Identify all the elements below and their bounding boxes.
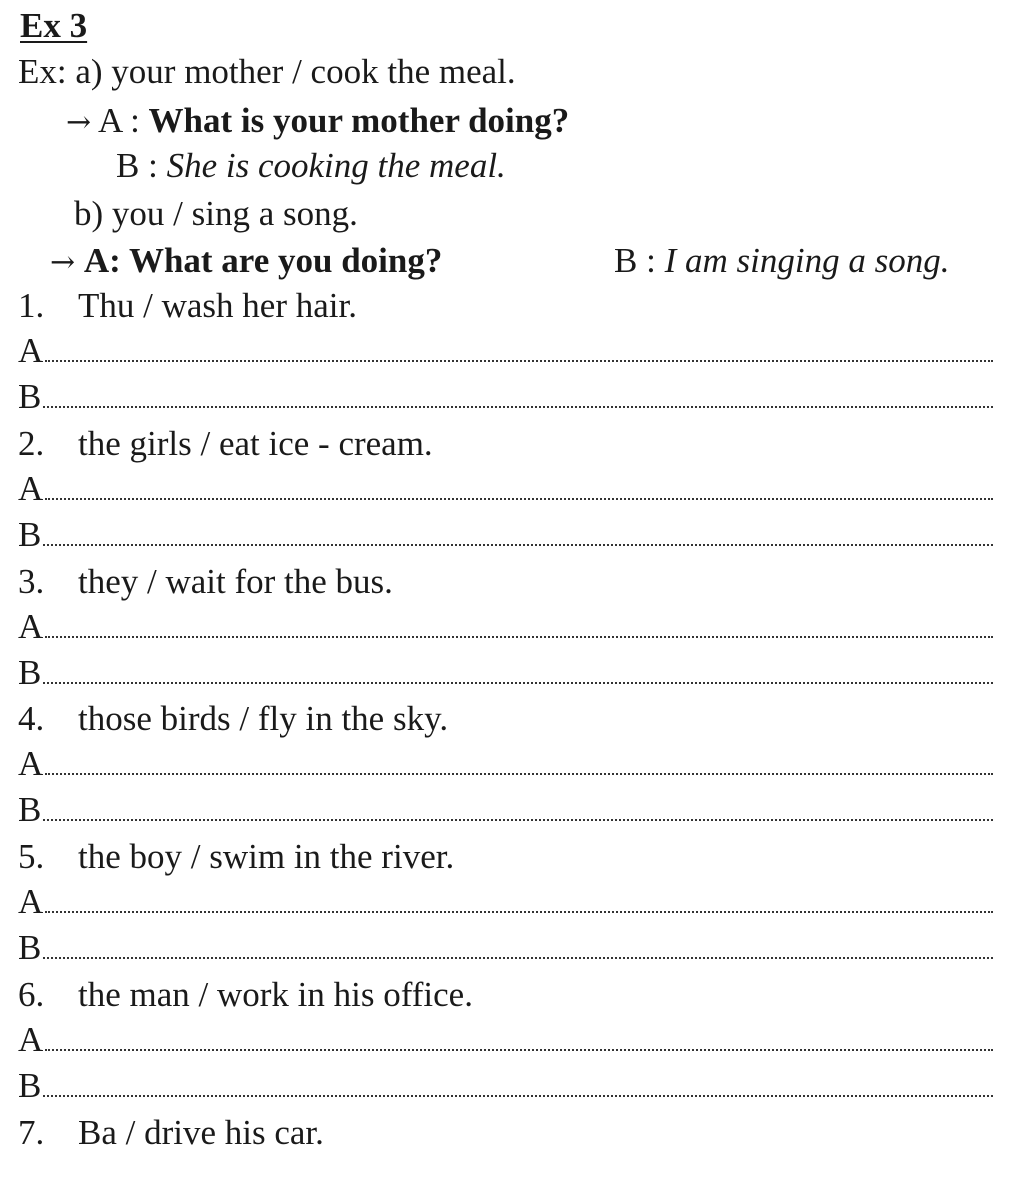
item-number: 2. (18, 424, 45, 463)
item-prompt: the man / work in his office. (78, 975, 473, 1014)
answer-line-5a[interactable] (18, 881, 993, 921)
answer-line-6a[interactable] (18, 1019, 993, 1059)
exercise-item-2 (18, 426, 433, 461)
answer-line-1a[interactable] (18, 330, 993, 370)
item-number: 3. (18, 562, 45, 601)
example-a-b-label: B : (116, 146, 158, 185)
arrow-right-icon: → (50, 245, 76, 280)
arrow-right-icon: → (66, 105, 92, 140)
answer-label-b: B (18, 653, 42, 692)
answer-line-2b[interactable] (18, 514, 993, 554)
answer-label-a: A (18, 469, 44, 508)
answer-label-b: B (18, 928, 42, 967)
dotted-line (45, 498, 993, 500)
example-b-question (50, 243, 442, 278)
dotted-line (43, 957, 993, 959)
item-prompt: the girls / eat ice - cream. (78, 424, 433, 463)
dotted-line (45, 773, 993, 775)
item-prompt: Ba / drive his car. (78, 1113, 324, 1152)
exercise-item-1 (18, 288, 357, 323)
answer-line-5b[interactable] (18, 927, 993, 967)
answer-label-a: A (18, 1020, 44, 1059)
example-b-b-label: B : (614, 241, 656, 280)
item-prompt: those birds / fly in the sky. (78, 699, 449, 738)
example-a-answer-text: She is cooking the meal. (166, 146, 506, 185)
dotted-line (43, 544, 993, 546)
dotted-line (45, 360, 993, 362)
item-number: 7. (18, 1113, 45, 1152)
answer-label-b: B (18, 515, 42, 554)
dotted-line (43, 1095, 993, 1097)
dotted-line (45, 1049, 993, 1051)
answer-line-3b[interactable] (18, 652, 993, 692)
answer-line-4a[interactable] (18, 743, 993, 783)
answer-label-a: A (18, 607, 44, 646)
answer-line-3a[interactable] (18, 606, 993, 646)
answer-line-4b[interactable] (18, 789, 993, 829)
example-b-answer (614, 243, 949, 278)
answer-label-b: B (18, 1066, 42, 1105)
answer-line-6b[interactable] (18, 1065, 993, 1105)
example-a-question-text: What is your mother doing? (148, 101, 570, 140)
item-prompt: they / wait for the bus. (78, 562, 393, 601)
answer-line-1b[interactable] (18, 376, 993, 416)
exercise-item-6 (18, 977, 473, 1012)
dotted-line (45, 636, 993, 638)
answer-label-a: A (18, 882, 44, 921)
example-a-question (66, 103, 569, 138)
dotted-line (45, 911, 993, 913)
item-number: 4. (18, 699, 45, 738)
answer-label-a: A (18, 744, 44, 783)
example-b-question-text: A: What are you doing? (83, 241, 443, 280)
dotted-line (43, 819, 993, 821)
answer-label-a: A (18, 331, 44, 370)
dotted-line (43, 682, 993, 684)
item-prompt: Thu / wash her hair. (78, 286, 357, 325)
example-a-label: A : (97, 101, 140, 140)
answer-label-b: B (18, 377, 42, 416)
dotted-line (43, 406, 993, 408)
item-number: 6. (18, 975, 45, 1014)
answer-label-b: B (18, 790, 42, 829)
item-number: 5. (18, 837, 45, 876)
item-prompt: the boy / swim in the river. (78, 837, 455, 876)
example-b-prompt: b) you / sing a song. (74, 194, 358, 233)
exercise-title: Ex 3 (20, 6, 88, 45)
exercise-item-3 (18, 564, 393, 599)
exercise-item-7 (18, 1115, 324, 1150)
example-a-prompt: Ex: a) your mother / cook the meal. (18, 52, 516, 91)
item-number: 1. (18, 286, 45, 325)
example-a-answer (116, 148, 506, 183)
example-b-answer-text: I am singing a song. (664, 241, 950, 280)
exercise-item-5 (18, 839, 454, 874)
answer-line-2a[interactable] (18, 468, 993, 508)
exercise-item-4 (18, 701, 448, 736)
